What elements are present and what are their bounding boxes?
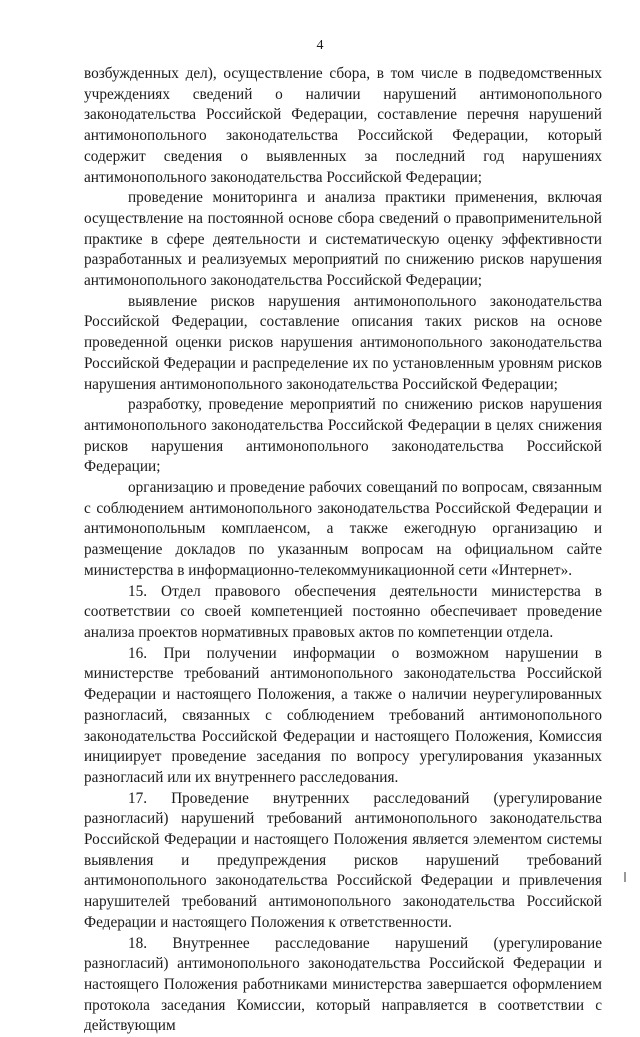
paragraph-clause-17: 17. Проведение внутренних расследований (урегулирование разногласий) нарушений требований антимонопольного законодательства Российской Федерации и настоящего Положения является элементом системы выявления и предупреждения рисков нарушений требований антимонопольного законодательства Российской Федерации и привлечения нарушителей требований антимонопольного законодательства Российской Федерации и настоящего Положения к ответственности. [84, 789, 602, 931]
paragraph-clause-16: 16. При получении информации о возможном нарушении в министерстве требований антимонопольного законодательства Российской Федерации и настоящего Положения, а также о наличии неурегулированных разногласий, связанных с соблюдением требований антимонопольного законодательства Российской Федерации и настоящего Положения, Комиссия инициирует проведение заседания по вопросу урегулирования указанных разногласий или их внутреннего расследования. [84, 644, 602, 786]
paragraph-clause-15: 15. Отдел правового обеспечения деятельности министерства в соответствии со своей компетенцией постоянно обеспечивает проведение анализа проектов нормативных правовых актов по компетенции отдела. [84, 582, 602, 641]
paragraph-monitoring: проведение мониторинга и анализа практики применения, включая осуществление на постоянной основе сбора сведений о правоприменительной практике в сфере деятельности и систематическую оценку эффективности разработанных и реализуемых мероприятий по снижению рисков нарушения антимонопольного законодательства Российской Федерации; [84, 189, 602, 290]
paragraph-risk-mitigation: разработку, проведение мероприятий по снижению рисков нарушения антимонопольного законодательства Российской Федерации в целях снижения рисков нарушения антимонопольного законодательства Российской Федерации; [84, 396, 602, 476]
paragraph-continuation: возбужденных дел), осуществление сбора, в том числе в подведомственных учреждениях сведений о наличии нарушений антимонопольного законодательства Российской Федерации, составление перечня нарушений антимонопольного законодательства Российской Федерации, который содержит сведения о выявленных за последний год нарушениях антимонопольного законодательства Российской Федерации; [84, 65, 602, 186]
paragraph-risk-identification: выявление рисков нарушения антимонопольного законодательства Российской Федерации, составление описания таких рисков на основе проведенной оценки рисков нарушения антимонопольного законодательства Российской Федерации и распределение их по установленным уровням рисков нарушения антимонопольного законодательства Российской Федерации; [84, 292, 602, 393]
document-body [84, 64, 602, 1037]
page-number: 4 [316, 38, 324, 53]
paragraph-meetings: организацию и проведение рабочих совещаний по вопросам, связанным с соблюдением антимонопольного законодательства Российской Федерации и антимонопольным комплаенсом, а также ежегодную организацию и размещение докладов по указанным вопросам на официальном сайте министерства в информационно-телекоммуникационной сети «Интернет». [84, 479, 602, 579]
paragraph-clause-18: 18. Внутреннее расследование нарушений (урегулирование разногласий) антимонопольного законодательства Российской Федерации и настоящего Положения работниками министерства завершается оформлением протокола заседания Комиссии, который направляется в соответствии с действующим [84, 934, 602, 1035]
scan-mark [624, 872, 626, 882]
